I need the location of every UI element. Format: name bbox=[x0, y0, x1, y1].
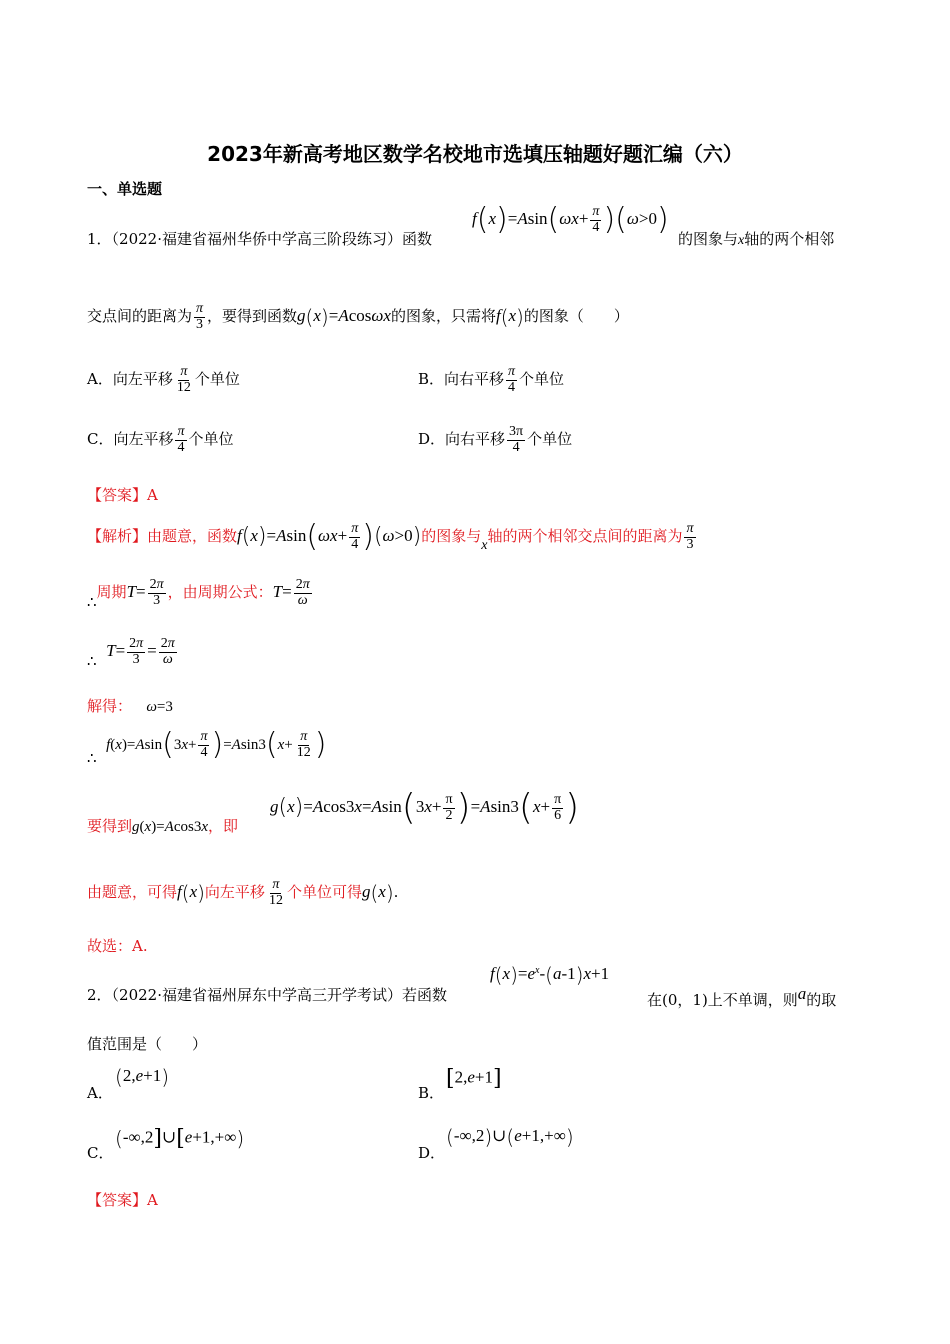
q1-number: 1． bbox=[87, 230, 112, 248]
q1-choose: 故选：A. bbox=[87, 937, 148, 955]
q1-need-line: 要得到g(x)=Acos3x，即 bbox=[87, 817, 239, 835]
q2-option-b-formula: [2,e+1] bbox=[446, 1066, 502, 1091]
q1-solve-line: 解得： ω=3 bbox=[87, 697, 173, 715]
q2-option-c[interactable]: C． bbox=[87, 1144, 114, 1162]
q2-line2: 值范围是（ ） bbox=[87, 1035, 208, 1053]
q2-function-formula: $f(x)=e^x-(a-1)x+1$ bbox=[490, 963, 610, 987]
q1-function-formula: f(x)=Asin(ωx+ $\frac{\pi}{4}$ )(ω>0) bbox=[472, 202, 669, 238]
q2-option-c-formula: (-∞,2]∪[e+1,+∞) bbox=[115, 1126, 245, 1151]
q1-line1-tail: 的图象与x轴的两个相邻 bbox=[678, 230, 835, 248]
q1-option-b[interactable]: B．向右平移 $\frac{\pi}{4}$ 个单位 bbox=[418, 364, 565, 395]
q1-option-c[interactable]: C．向左平移 $\frac{\pi}{4}$ 个单位 bbox=[87, 424, 234, 455]
q1-answer: 【答案】A bbox=[87, 486, 158, 504]
q1-fx-rewrite: ∴ f(x)=Asin(3x+ $\frac{\pi}{4}$ )=Asin3(x+ $\frac{\pi}{12}$ ) bbox=[87, 727, 327, 768]
q1-gx-rewrite: g(x)=Acos3x=Asin(3x+ $\frac{\pi}{2}$ )=Asin3(x+ $\frac{\pi}{6}$ ) bbox=[270, 787, 580, 828]
q1-period-line: ∴周期T= $\frac{2\pi}{3}$ ，由周期公式：T= $\frac{2\pi}{\omega}$ bbox=[87, 577, 310, 612]
page-title: 2023年新高考地区数学名校地市选填压轴题好题汇编（六） bbox=[207, 142, 743, 166]
q1-option-a[interactable]: A．向左平移 $\frac{\pi}{12}$ 个单位 bbox=[87, 364, 240, 395]
q2-option-d[interactable]: D． bbox=[418, 1144, 446, 1162]
section-heading: 一、单选题 bbox=[87, 180, 163, 198]
q2-option-b[interactable]: B． bbox=[418, 1084, 445, 1102]
q1-analysis-line1: 【解析】由题意，函数f(x)=Asin(ωx+ $\frac{\pi}{4}$ )(ω>0)的图象与x轴的两个相邻交点间的距离为 $\frac{\pi}{3}$ bbox=[87, 519, 694, 555]
q1-t-equation: ∴ T= $\frac{2\pi}{3}$ = $\frac{2\pi}{\omega}$ bbox=[87, 636, 175, 671]
q1-source: （2022·福建省福州华侨中学高三阶段练习）函数 bbox=[111, 230, 432, 248]
q2-line1-tail: 在(0，1)上不单调，则a的取 bbox=[647, 984, 837, 1009]
q2-option-d-formula: (-∞,2)∪(e+1,+∞) bbox=[446, 1125, 574, 1149]
q1-conclude-line: 由题意，可得f(x)向左平移 $\frac{\pi}{12}$ 个单位可得g(x). bbox=[87, 877, 399, 908]
q2-option-a[interactable]: A． bbox=[87, 1084, 113, 1102]
q2-option-a-formula: (2,e+1) bbox=[115, 1065, 170, 1089]
q2-line1: 2．（2022·福建省福州屏东中学高三开学考试）若函数 bbox=[87, 986, 447, 1004]
q1-line2: 交点间的距离为 $\frac{\pi}{3}$ ，要得到函数g(x)=Acosωx的图象，只需将f(x)的图象（ ） bbox=[87, 301, 629, 332]
q1-line1 bbox=[87, 228, 432, 249]
q1-option-d[interactable]: D．向右平移 $\frac{3\pi}{4}$ 个单位 bbox=[418, 424, 573, 455]
q2-answer: 【答案】A bbox=[87, 1191, 158, 1209]
